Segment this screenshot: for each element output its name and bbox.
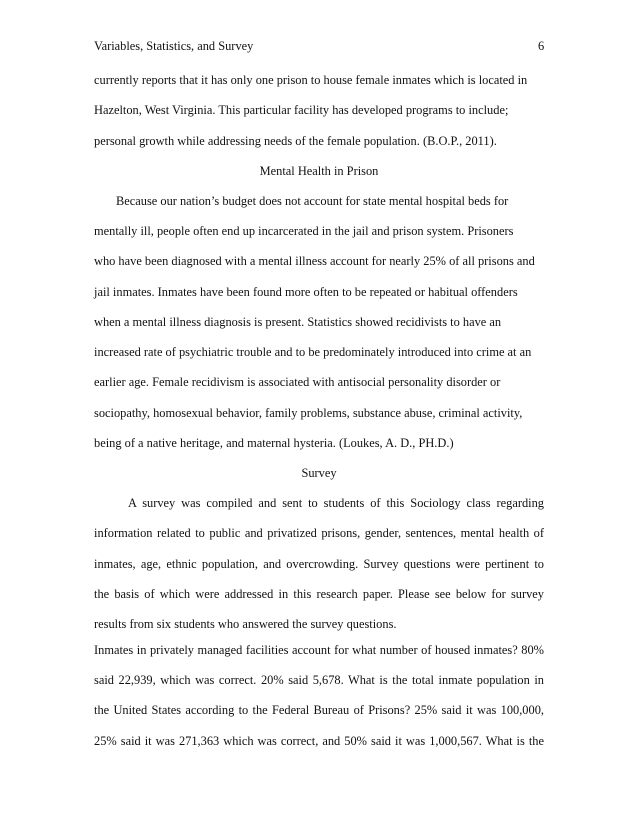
paragraph-line: results from six students who answered the survey questions. xyxy=(94,617,397,631)
paragraph-line: mentally ill, people often end up incarcerated in the jail and prison system. Prisoners xyxy=(94,224,514,238)
paragraph-line: A survey was compiled and sent to students of this Sociology class regarding xyxy=(128,496,544,510)
paragraph-line: 25% said it was 271,363 which was correct, and 50% said it was 1,000,567. What is the xyxy=(94,734,544,748)
paragraph-line: inmates, age, ethnic population, and overcrowding. Survey questions were pertinent to xyxy=(94,557,544,571)
section-heading-survey: Survey xyxy=(301,466,337,480)
paragraph-line: the United States according to the Federal Bureau of Prisons? 25% said it was 100,000, xyxy=(94,703,544,717)
paragraph-line: Hazelton, West Virginia. This particular facility has developed programs to include; xyxy=(94,103,509,117)
paragraph-line: sociopathy, homosexual behavior, family problems, substance abuse, criminal activity, xyxy=(94,406,523,420)
paragraph-line: jail inmates. Inmates have been found more often to be repeated or habitual offenders xyxy=(94,285,518,299)
paragraph-line: information related to public and privatized prisons, gender, sentences, mental health of xyxy=(94,526,544,540)
paragraph-line: the basis of which were addressed in this research paper. Please see below for survey xyxy=(94,587,544,601)
paragraph-line: Inmates in privately managed facilities account for what number of housed inmates? 80% xyxy=(94,643,544,657)
paragraph-line: said 22,939, which was correct. 20% said 5,678. What is the total inmate population in xyxy=(94,673,544,687)
paragraph-line: Because our nation’s budget does not account for state mental hospital beds for xyxy=(116,194,509,208)
section-heading-mental-health: Mental Health in Prison xyxy=(259,164,379,178)
paragraph-line: currently reports that it has only one prison to house female inmates which is located in xyxy=(94,73,528,87)
paragraph-line: earlier age. Female recidivism is associated with antisocial personality disorder or xyxy=(94,375,501,389)
paragraph-line: personal growth while addressing needs of the female population. (B.O.P., 2011). xyxy=(94,134,497,148)
paragraph-line: who have been diagnosed with a mental illness account for nearly 25% of all prisons and xyxy=(94,254,535,268)
paragraph-line: being of a native heritage, and maternal hysteria. (Loukes, A. D., PH.D.) xyxy=(94,436,454,450)
paragraph-line: when a mental illness diagnosis is present. Statistics showed recidivists to have an xyxy=(94,315,502,329)
paragraph-line: increased rate of psychiatric trouble and to be predominately introduced into crime at an xyxy=(94,345,532,359)
running-header-title: Variables, Statistics, and Survey xyxy=(94,39,254,53)
page-number: 6 xyxy=(538,39,545,53)
